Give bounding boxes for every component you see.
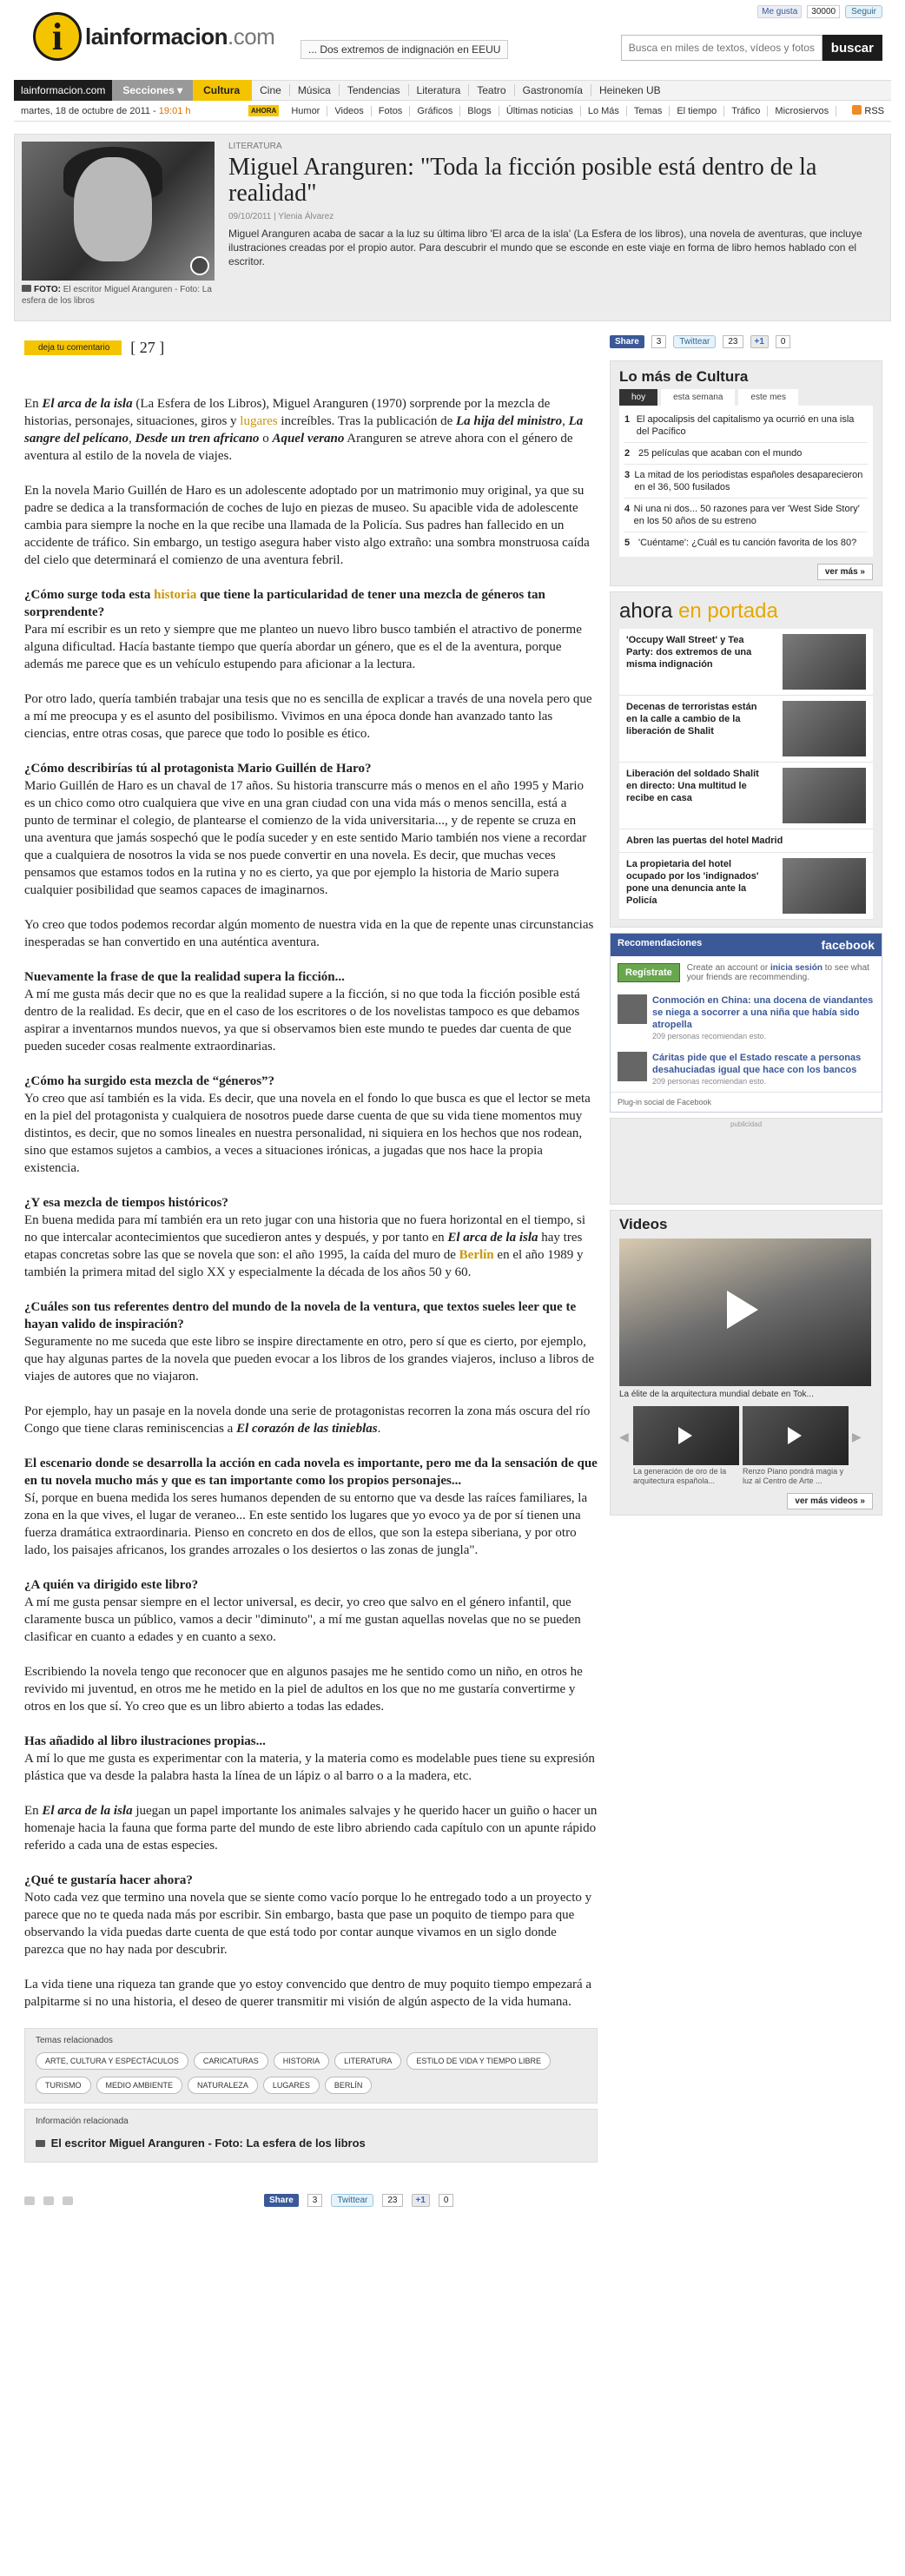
video-thumb <box>743 1406 849 1465</box>
prev-arrow-icon[interactable]: ◀ <box>619 1429 629 1443</box>
text: En <box>24 397 43 411</box>
tag[interactable]: NATURALEZA <box>188 2077 258 2094</box>
nav-current-section[interactable]: Cultura <box>193 80 252 101</box>
text: , <box>562 414 569 428</box>
text: (La Esfera de los Libros), Miguel Aranguren (1970) sorprende por la mezcla de historias, personajes, situaciones, giros y <box>24 397 551 428</box>
author-photo[interactable] <box>22 142 215 281</box>
answer: A mí me gusta pensar siempre en el lector universal, es decir, yo creo que salvo en el género infantil, que claramente busca un público, vamos a decir "diminuto", a mí me gustan aquellas novelas que no se pueden clasificar en cuanto a edades y en cuanto a sexo. <box>24 1595 581 1644</box>
recommendation-count: 209 personas recomiendan esto. <box>652 1032 767 1040</box>
caption-label: FOTO: <box>34 285 61 294</box>
answer: Yo creo que todos podemos recordar algún momento de nuestra vida en la que de repente unas circunstancias inesperadas se han convertido en una auténtica aventura. <box>24 918 594 949</box>
frontpage-title-b: en portada <box>678 599 778 623</box>
related-topics-title: Temas relacionados <box>36 2036 113 2045</box>
topic-link[interactable]: Berlín <box>459 1248 494 1262</box>
nav-sections-menu[interactable] <box>112 80 193 101</box>
question: ¿A quién va dirigido este libro? <box>24 1578 199 1592</box>
text: En <box>24 1804 43 1818</box>
recommendation-text <box>652 994 875 1041</box>
answer: Para mí escribir es un reto y siempre que me planteo un nuevo libro busco también el atractivo de ponerme alguna dificultad. Hacía bastante tiempo que quería abordar un género, que es el de la aventura, porque además me parece que es un vehículo estupendo para aficionar a la lectura. <box>24 623 582 671</box>
frontpage-item-image[interactable] <box>783 634 866 690</box>
answer: Seguramente no me suceda que este libro se inspire directamente en otro, pero sí que es cierto, por ejemplo, que hay algunas partes de la novela que pueden evocar a los libros de los grandes viajeros, incluso a libros de viajes de autores que no viajaron. <box>24 1335 595 1384</box>
rank-title: El apocalipsis del capitalismo ya ocurrió en una isla del Pacífico <box>636 414 855 437</box>
list-item[interactable] <box>624 465 868 499</box>
subnav-item-humor[interactable]: Humor <box>284 106 327 116</box>
main-nav <box>14 80 891 101</box>
next-arrow-icon[interactable]: ▶ <box>852 1429 862 1443</box>
rank-number: 1 <box>624 414 631 425</box>
search-input[interactable] <box>621 35 822 61</box>
rank-title: Ni una ni dos... 50 razones para ver 'West Side Story' en los 50 años de su estreno <box>633 504 860 526</box>
question: ¿Cuáles son tus referentes dentro del mundo de la novela de la ventura, que textos sueles leer que te hayan valido de inspiración? <box>24 1300 577 1331</box>
photo-face-shape <box>74 157 152 261</box>
rank-number: 3 <box>624 470 631 480</box>
rss-icon <box>852 105 862 115</box>
video-item[interactable] <box>743 1406 849 1486</box>
recommendation-thumb <box>618 994 647 1024</box>
sub-nav <box>14 101 891 122</box>
hero-text <box>228 142 878 268</box>
answer <box>24 1403 598 1437</box>
comment-bar <box>24 339 598 357</box>
question <box>24 586 598 621</box>
rank-title: La mitad de los periodistas españoles desaparecieron en el 36, 500 fusilados <box>634 470 863 492</box>
rank-number: 5 <box>624 538 631 548</box>
nav-item-literatura[interactable]: Literatura <box>409 84 470 96</box>
tag[interactable]: CARICATURAS <box>194 2052 268 2070</box>
answer: Escribiendo la novela tengo que reconocer que en algunos pasajes me he sentido como un niño, en otros he revivido mi juventud, en otros me he metido en la piel de adultos en los que no me gustaría convertirme y otros en los que sí. Yo creo que es un libro abierto a todas las edades. <box>24 1665 583 1714</box>
camera-icon <box>22 285 31 292</box>
advertisement: publicidad <box>610 1118 882 1205</box>
related-info <box>24 2109 598 2163</box>
book-title: El corazón de las tinieblas <box>236 1422 378 1436</box>
tag[interactable]: BERLÍN <box>325 2077 373 2094</box>
text: Create an account or <box>686 963 770 973</box>
frontpage-item-title: Decenas de terroristas están en la calle a cambio de la liberación de Shalit <box>626 702 757 736</box>
text: Aranguren se atreve ahora con el género de aventura al estilo de la novela de viajes. <box>24 432 573 463</box>
recommendation-text <box>652 1052 875 1087</box>
twitter-follow-button[interactable]: Seguir <box>845 5 882 18</box>
tag[interactable]: TURISMO <box>36 2077 91 2094</box>
answer: Yo creo que así también es la vida. Es decir, que una novela en el fondo lo que busca es que el lector se meta en la piel del protagonista y cualquiera de nosotros puede darse cuenta de que su vida tiene momentos muy distintos, es decir, que no somos lineales en nuestra personalidad, ni siquiera en los hechos que nos rodean, sino que estamos sujetos a cambios, a veces a situaciones irónicas, a jugadas que nos hace la propia existencia. <box>24 1092 591 1175</box>
frontpage-item-title: Abren las puertas del hotel Madrid <box>626 836 783 846</box>
frontpage-item-image[interactable] <box>783 858 866 914</box>
logo-wordmark <box>85 23 274 50</box>
frontpage-item[interactable] <box>619 853 873 920</box>
search-form <box>621 35 882 61</box>
frontpage-item[interactable] <box>619 829 873 853</box>
logo-name: lainformacion <box>85 23 228 50</box>
tag[interactable]: ARTE, CULTURA Y ESPECTÁCULOS <box>36 2052 188 2070</box>
facebook-header <box>611 934 882 956</box>
current-time: 19:01 h <box>158 105 191 116</box>
comment-count[interactable]: [ 27 ] <box>130 339 165 356</box>
video-title: La generación de oro de la arquitectura española... <box>633 1467 727 1485</box>
related-topics <box>24 2028 598 2104</box>
comment-tool-icon[interactable] <box>24 2196 35 2205</box>
video-thumb <box>633 1406 739 1465</box>
frontpage-item-title: Liberación del soldado Shalit en directo: Una multitud le recibe en casa <box>626 769 759 803</box>
google-plus-button[interactable]: +1 <box>412 2194 430 2207</box>
answer: La vida tiene una riqueza tan grande que yo estoy convencido que dentro de muy poquito tiempo empezará a palpitarme si no una historia, el deseo de querer transmitir mi visión de algún aspecto de la vida humana. <box>24 1978 592 2009</box>
comment-button[interactable]: deja tu comentario <box>24 340 122 355</box>
book-title: El arca de la isla <box>42 397 133 411</box>
photo-caption <box>22 284 215 307</box>
question: ¿Qué te gustaría hacer ahora? <box>24 1873 193 1887</box>
main-video[interactable] <box>619 1238 871 1386</box>
search-button[interactable]: buscar <box>822 35 882 61</box>
answer: Mario Guillén de Haro es un chaval de 17 años. Su historia transcurre más o menos en el año 1995 y Mario es un chico como otro cualquiera que vive en una gran ciudad con una vida más o menos sencilla, está a punto de terminar el colegio, de plantearse el comienzo de la vida universitaria..., y de repente se cruza en una aventura que jamás sospechó que le podía suceder y en este sentido Mario también nos viene a recordar que a cualquiera de nosotros la vida se nos puede convertir en una novela. Es decir, que muchas veces pensamos que estamos todos en la rutina y no es cierto, ya que por ejemplo la historia de Mario supera cualquier posibilidad que seamos capaces de imaginarnos. <box>24 779 587 897</box>
list-item[interactable] <box>624 532 868 553</box>
nav-item-musica[interactable]: Música <box>290 84 340 96</box>
subnav-item-ultimas[interactable]: Últimas noticias <box>499 106 581 116</box>
subnav-item-temas[interactable]: Temas <box>627 106 670 116</box>
nav-item-heineken[interactable]: Heineken UB <box>598 84 661 96</box>
most-read-title: Lo más de Cultura <box>619 368 749 385</box>
nav-item-teatro[interactable]: Teatro <box>469 84 514 96</box>
list-item[interactable] <box>624 499 868 532</box>
frontpage-item[interactable] <box>619 696 873 763</box>
rank-number: 4 <box>624 504 631 514</box>
facebook-login <box>611 956 882 989</box>
videos-more-row <box>619 1486 873 1506</box>
like-count: 30000 <box>807 5 840 18</box>
play-icon[interactable] <box>727 1291 758 1329</box>
text: o <box>259 432 273 446</box>
text: ¿Cómo surge toda esta <box>24 588 155 602</box>
tab-hoy[interactable]: hoy <box>619 389 657 406</box>
tab-esta-semana[interactable]: esta semana <box>661 389 735 406</box>
caption-text: El escritor Miguel Aranguren - Foto: La esfera de los libros <box>22 285 212 306</box>
tag-list <box>36 2052 586 2094</box>
text: En buena medida para mí también era un reto jugar con una historia que no fuera horizontal en el tiempo, si no que intercalar acontecimientos que sucedieron antes y después, y por tanto en <box>24 1213 586 1245</box>
email-tool-icon[interactable] <box>63 2196 73 2205</box>
text: juegan un papel importante los animales salvajes y he querido hacer un guiño o hacer un homenaje hacia la fauna que forma parte del mundo de este libro abriendo cada capítulo con un apunte rápido referido a cada una de estas especies. <box>24 1804 598 1853</box>
subnav-item-microsiervos[interactable]: Microsiervos <box>768 106 836 116</box>
question: ¿Cómo describirías tú al protagonista Mario Guillén de Haro? <box>24 762 372 776</box>
question: Nuevamente la frase de que la realidad supera la ficción... <box>24 970 345 984</box>
facebook-plugin-label[interactable]: Plug-in social de Facebook <box>611 1092 882 1112</box>
most-read-list <box>619 406 873 557</box>
related-info-link[interactable] <box>36 2137 586 2150</box>
tweet-button[interactable]: Twittear <box>331 2194 373 2207</box>
subnav-item-graficos[interactable]: Gráficos <box>410 106 460 116</box>
current-date <box>14 106 248 116</box>
answer: A mí me gusta más decir que no es que la realidad supere a la ficción, si no que toda la ficción posible está dentro de la realidad. Es decir, que en el caso de los escritores o de los novelistas tampoco es que debamos aspirar a inventarnos mundos nuevos, ya que si observamos bien este mundo te puedes dar cuenta de que pueden suceder cosas realmente extraordinarias. <box>24 987 580 1054</box>
nav-item-gastronomia[interactable]: Gastronomía <box>515 84 591 96</box>
topic-link[interactable]: lugares <box>240 414 278 428</box>
frontpage-item-title: La propietaria del hotel ocupado por los 'indignados' pone una denuncia ante la Policía <box>626 859 759 906</box>
see-more-button[interactable]: ver más » <box>817 564 873 580</box>
frontpage-item-image[interactable] <box>783 768 866 823</box>
answer: A mí lo que me gusta es experimentar con la materia, y la materia como es modelable pues tiene su expresión plástica que va desde la palabra hasta la línea de un lápiz o al barro o a la madera, etc. <box>24 1752 595 1783</box>
login-link[interactable]: inicia sesión <box>770 963 822 973</box>
tweet-button[interactable]: Twittear <box>673 335 716 348</box>
text: hay tres etapas concretas sobre las que se novela que son: el año 1995, la caída del muro de <box>24 1231 583 1262</box>
tweet-count: 23 <box>723 335 743 348</box>
print-tool-icon[interactable] <box>43 2196 54 2205</box>
facebook-share-button[interactable]: Share <box>610 335 644 348</box>
top-social <box>757 5 882 18</box>
video-carousel <box>619 1406 873 1486</box>
frontpage-item[interactable] <box>619 629 873 696</box>
logo-icon: i <box>33 12 82 61</box>
recommendation-item[interactable] <box>611 1047 882 1092</box>
register-button[interactable]: Regístrate <box>618 963 680 982</box>
page-wrapper <box>14 0 891 2205</box>
rank-title: 'Cuéntame': ¿Cuál es tu canción favorita de los 80? <box>638 538 857 548</box>
facebook-share-button[interactable]: Share <box>264 2194 299 2207</box>
topic-link[interactable]: historia <box>154 588 197 602</box>
answer: Por otro lado, quería también trabajar una tesis que no es sencilla de explicar a través de una novela pero que a mí me preocupa y es el asunto del posibilismo. Vivimos en una época donde han avanzado tanto las ciencias, entre otras cosas, que parece que todo lo posible es ético. <box>24 692 592 741</box>
list-item[interactable] <box>624 409 868 443</box>
more-row <box>611 557 882 585</box>
question: El escenario donde se desarrolla la acción en cada novela es importante, pero me da la sensación de que en tu novela mucho más y que es tan importante como los propios personajes... <box>24 1456 598 1488</box>
text: to see what your friends are recommending. <box>686 963 869 982</box>
answer: Noto cada vez que termino una novela que se siente como vacío porque lo he entregado todo a un proyecto y parece que no te queda nada más por escribir. Sin embargo, basta que pase un poquito de tiempo para que observando la vida puedas darte cuenta de que está todo por contar aunque vivamos en un siglo donde parezca que no hay nada por descubrir. <box>24 1891 592 1957</box>
main-video-caption[interactable]: La élite de la arquitectura mundial debate en Tok... <box>619 1390 814 1399</box>
text: . <box>377 1422 381 1436</box>
tag[interactable]: LUGARES <box>263 2077 320 2094</box>
book-title: La hija del ministro <box>456 414 563 428</box>
text: , <box>129 432 135 446</box>
camera-icon <box>36 2140 45 2147</box>
google-plus-button[interactable]: +1 <box>750 335 769 348</box>
article-hero <box>14 134 891 321</box>
subnav-item-videos[interactable]: Videos <box>327 106 371 116</box>
plus-count: 0 <box>776 335 791 348</box>
recommendation-title: Cáritas pide que el Estado rescate a personas desahuciadas igual que hace con los bancos <box>652 1053 862 1075</box>
article-title: Miguel Aranguren: "Toda la ficción posible está dentro de la realidad" <box>228 154 817 207</box>
share-bar-bottom <box>24 2194 598 2207</box>
frontpage-item[interactable] <box>619 763 873 829</box>
tweet-count: 23 <box>382 2194 402 2207</box>
answer <box>24 1212 598 1281</box>
related-info-text: El escritor Miguel Aranguren - Foto: La esfera de los libros <box>50 2137 366 2150</box>
tag[interactable]: HISTORIA <box>274 2052 329 2070</box>
recommendation-item[interactable] <box>611 989 882 1047</box>
facebook-title: Recomendaciones <box>618 938 703 948</box>
date-text: martes, 18 de octubre de 2011 - <box>21 105 156 116</box>
logo-tld: .com <box>227 23 275 50</box>
frontpage-item-title: 'Occupy Wall Street' y Tea Party: dos extremos de una misma indignación <box>626 635 752 670</box>
nav-sections-label: Secciones <box>122 84 175 96</box>
book-title: La sangre del pelícano <box>24 414 584 446</box>
recommendation-title: Conmoción en China: una docena de viandantes se niega a socorrer a una niña que había sido atropella <box>652 995 874 1030</box>
list-item[interactable] <box>624 443 868 465</box>
question: Has añadido al libro ilustraciones propias... <box>24 1734 266 1748</box>
text: que tiene la particularidad de tener una mezcla de géneros tan sorprendente? <box>24 588 545 619</box>
frontpage-item-image[interactable] <box>783 701 866 756</box>
rank-title: 25 películas que acaban con el mundo <box>638 448 803 459</box>
subnav-item-tiempo[interactable]: El tiempo <box>670 106 724 116</box>
paragraph <box>24 395 598 465</box>
facebook-like-button[interactable]: Me gusta <box>757 5 802 18</box>
tab-este-mes[interactable]: este mes <box>738 389 798 406</box>
frontpage-title <box>611 592 882 629</box>
book-title: Aquel verano <box>272 432 345 446</box>
text: Por ejemplo, hay un pasaje en la novela donde una serie de protagonistas recorren la zona más oscura del río Congo que tiene claras reminiscencias a <box>24 1404 591 1436</box>
answer <box>24 1802 598 1854</box>
most-read-tabs <box>611 389 882 406</box>
article-lead: Miguel Aranguren acaba de sacar a la luz su última libro 'El arca de la isla' (La Esfera de los libros), una novela de aventuras, que incluye ilustraciones creadas por el propio autor. Para descubrir el mundo que se esconde en este viaje en forma de libro hemos hablado con el escritor. <box>228 228 862 268</box>
article-byline: 09/10/2011 | Ylenia Álvarez <box>228 212 334 221</box>
answer: Sí, porque en buena medida los seres humanos dependen de su entorno que va desde las raíces familiares, la zona en la que vives, el lugar de veraneo... En este sentido los lugares que yo evoco ya de por sí tienen una fuerza dramática extraordinaria. Pienso en concreto en dos de ellos, que son la estepa siberiana, y por otro lado, los paisajes africanos, los grandes arrozales o los desiertos o las zonas de jungla". <box>24 1491 588 1557</box>
recommendation-count: 209 personas recomiendan esto. <box>652 1077 767 1086</box>
share-count: 3 <box>651 335 667 348</box>
book-title: El arca de la isla <box>447 1231 538 1245</box>
login-text <box>687 963 875 982</box>
share-bar-top <box>610 335 882 348</box>
news-ticker[interactable]: ... Dos extremos de indignación en EEUU <box>301 40 508 59</box>
videos-panel <box>610 1210 882 1516</box>
facebook-logo: facebook <box>821 938 875 952</box>
book-title: El arca de la isla <box>42 1804 133 1818</box>
most-read-panel <box>610 360 882 586</box>
zoom-icon[interactable] <box>190 256 209 275</box>
question: ¿Cómo ha surgido esta mezcla de “géneros”? <box>24 1074 275 1088</box>
tag[interactable]: MEDIO AMBIENTE <box>96 2077 183 2094</box>
facebook-recommendations <box>610 933 882 1113</box>
article-kicker[interactable]: LITERATURA <box>228 142 282 151</box>
article-column <box>24 335 598 2207</box>
rank-number: 2 <box>624 448 631 459</box>
related-info-title: Información relacionada <box>36 2117 129 2126</box>
text: increíbles. Tras la publicación de <box>277 414 456 428</box>
subnav-item-blogs[interactable]: Blogs <box>460 106 499 116</box>
tag[interactable]: LITERATURA <box>334 2052 401 2070</box>
site-logo[interactable] <box>33 12 274 61</box>
nav-site-link[interactable]: lainformacion.com <box>14 80 112 101</box>
tag[interactable]: ESTILO DE VIDA Y TIEMPO LIBRE <box>406 2052 551 2070</box>
nav-item-tendencias[interactable]: Tendencias <box>340 84 409 96</box>
frontpage-title-a: ahora <box>619 599 679 623</box>
rss-label: RSS <box>864 106 884 116</box>
subnav-item-trafico[interactable]: Tráfico <box>724 106 768 116</box>
text: en el año 1989 y también la primera mitad del siglo XX y especialmente la década de los años 50 y 60. <box>24 1248 584 1279</box>
subnav-item-lo-mas[interactable]: Lo Más <box>581 106 627 116</box>
rss-link[interactable] <box>852 105 891 116</box>
recommendation-thumb <box>618 1052 647 1081</box>
frontpage-panel <box>610 591 882 928</box>
site-header <box>14 0 891 80</box>
plus-count: 0 <box>439 2194 454 2207</box>
share-count: 3 <box>307 2194 323 2207</box>
nav-item-cine[interactable]: Cine <box>252 84 290 96</box>
see-more-videos-button[interactable]: ver más videos » <box>787 1493 873 1509</box>
videos-title: Videos <box>619 1216 668 1232</box>
paragraph: En la novela Mario Guillén de Haro es un adolescente adoptado por un matrimonio muy original, ya que su padre se dedica a la transformación de coches de lujo en piezas de museo. Su apacible vida de adolescente cambia para siempre la noche en la que recibe una llamada de la Policía. Sus padres han fallecido en un accidente de tráfico. Sin embargo, un testigo asegura haber visto algo extraño: una sombra monstruosa caída del cielo que determinará el comienzo de una aventura febril. <box>24 484 590 567</box>
video-item[interactable] <box>633 1406 739 1486</box>
question: ¿Y esa mezcla de tiempos históricos? <box>24 1196 228 1210</box>
article-body <box>24 395 598 2011</box>
ahora-badge: AHORA <box>248 105 279 116</box>
sidebar <box>610 335 882 1516</box>
video-title: Renzo Piano pondrá magia y luz al Centro de Arte ... <box>743 1467 844 1485</box>
chevron-down-icon: ▾ <box>177 84 183 96</box>
subnav-item-fotos[interactable]: Fotos <box>372 106 411 116</box>
book-title: Desde un tren africano <box>135 432 260 446</box>
